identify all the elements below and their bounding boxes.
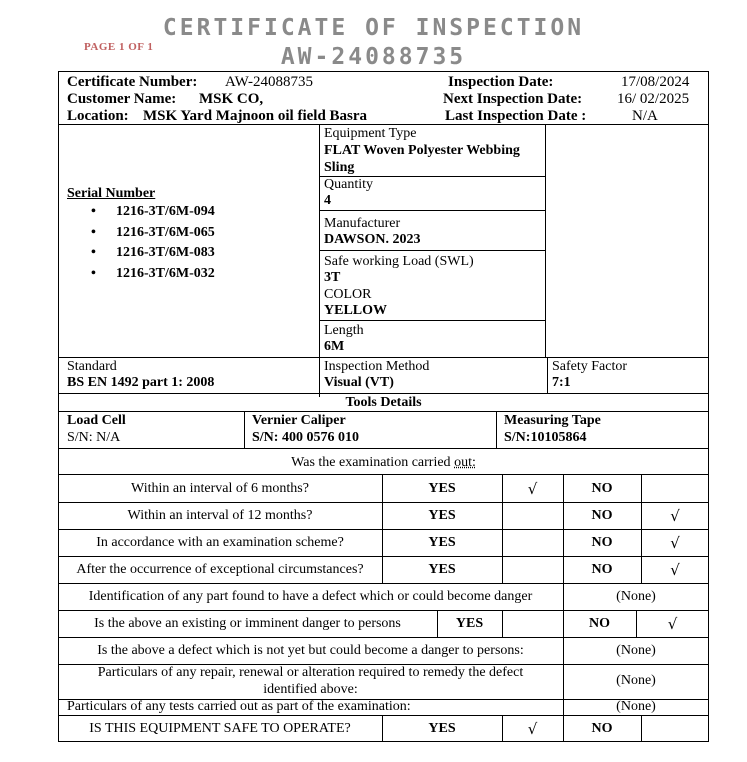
- tool-name: Vernier Caliper: [252, 413, 346, 428]
- yes-label: YES: [428, 562, 456, 577]
- check-mark-icon: √: [667, 615, 678, 633]
- potential-danger-question: Is the above a defect which is not yet but could become a danger to persons:: [97, 643, 524, 658]
- potential-danger-answer: (None): [616, 643, 656, 658]
- exam-question: Within an interval of 6 months?: [131, 481, 309, 496]
- location-value: MSK Yard Majnoon oil field Basra: [143, 108, 368, 124]
- no-label: NO: [591, 481, 613, 496]
- tools-heading: Tools Details: [345, 395, 422, 410]
- tool-serial: S/N: N/A: [67, 430, 121, 445]
- inspection-date-label: Inspection Date:: [448, 74, 554, 90]
- defect-answer: (None): [616, 589, 656, 604]
- repair-question: Particulars of any repair, renewal or alteration required to remedy the defect: [97, 665, 524, 680]
- length-label: Length: [324, 323, 364, 338]
- serial-number-item: • 1216-3T/6M-083: [91, 245, 215, 260]
- customer-name-value: MSK CO,: [199, 91, 264, 107]
- check-mark-icon: √: [670, 534, 680, 552]
- inspection-method-label: Inspection Method: [324, 359, 430, 374]
- equipment-type-value: FLAT Woven Polyester Webbing: [324, 143, 520, 158]
- next-inspection-date-label: Next Inspection Date:: [443, 91, 583, 107]
- standard-label: Standard: [67, 359, 117, 374]
- location-label: Location:: [67, 108, 129, 124]
- serial-number-list: [67, 202, 215, 284]
- exam-question: In accordance with an examination scheme?: [96, 535, 344, 550]
- safety-factor-value: 7:1: [552, 375, 571, 390]
- equipment-type-value-cont: Sling: [324, 160, 355, 175]
- last-inspection-date-label: Last Inspection Date :: [445, 108, 587, 124]
- yes-label: YES: [428, 508, 456, 523]
- safety-factor-label: Safety Factor: [552, 359, 628, 374]
- no-label: NO: [591, 562, 613, 577]
- manufacturer-value: DAWSON. 2023: [324, 232, 421, 247]
- check-mark-icon: √: [670, 561, 680, 579]
- exam-question: After the occurrence of exceptional circumstances?: [76, 562, 364, 577]
- swl-label: Safe working Load (SWL): [324, 254, 474, 269]
- yes-label: YES: [428, 535, 456, 550]
- tests-question: Particulars of any tests carried out as part of the examination:: [67, 699, 411, 714]
- standard-value: BS EN 1492 part 1: 2008: [67, 375, 215, 390]
- page-label: PAGE 1 OF 1: [84, 41, 154, 53]
- check-mark-icon: √: [527, 480, 538, 498]
- repair-answer: (None): [616, 673, 656, 688]
- no-label: NO: [591, 535, 613, 550]
- tool-serial: S/N:10105864: [504, 430, 587, 445]
- yes-label: YES: [455, 616, 484, 631]
- cert-number-label: Certificate Number:: [67, 74, 198, 90]
- next-inspection-date-value: 16/ 02/2025: [617, 91, 690, 107]
- examination-heading: Was the examination carried out:: [291, 455, 476, 470]
- manufacturer-label: Manufacturer: [324, 216, 401, 231]
- exam-question: Within an interval of 12 months?: [127, 508, 313, 523]
- defect-question: Identification of any part found to have a defect which or could become danger: [88, 589, 533, 604]
- certificate-title-number: AW-24088735: [280, 44, 467, 70]
- serial-number-item: • 1216-3T/6M-094: [91, 204, 215, 219]
- inspection-method-value: Visual (VT): [324, 375, 394, 390]
- danger-question: Is the above an existing or imminent danger to persons: [94, 616, 401, 631]
- quantity-label: Quantity: [324, 177, 373, 192]
- yes-label: YES: [428, 481, 456, 496]
- tool-name: Measuring Tape: [504, 413, 601, 428]
- cert-number-value: AW-24088735: [225, 74, 313, 90]
- customer-name-label: Customer Name:: [67, 91, 177, 107]
- tests-answer: (None): [616, 699, 656, 714]
- color-value: YELLOW: [324, 303, 388, 318]
- no-label: NO: [591, 508, 613, 523]
- check-mark-icon: √: [527, 720, 538, 738]
- no-label: NO: [589, 616, 610, 631]
- equipment-type-label: Equipment Type: [324, 126, 417, 141]
- color-label: COLOR: [324, 287, 372, 302]
- tool-serial: S/N: 400 0576 010: [252, 430, 359, 445]
- swl-value: 3T: [324, 270, 341, 285]
- certificate-title: CERTIFICATE OF INSPECTION: [162, 15, 585, 41]
- inspection-date-value: 17/08/2024: [621, 74, 690, 90]
- last-inspection-date-value: N/A: [632, 108, 658, 124]
- length-value: 6M: [324, 339, 345, 354]
- quantity-value: 4: [324, 193, 331, 208]
- check-mark-icon: √: [670, 507, 680, 525]
- repair-question-cont: identified above:: [263, 682, 358, 697]
- serial-number-item: • 1216-3T/6M-065: [91, 224, 215, 240]
- serial-number-item: • 1216-3T/6M-032: [91, 265, 215, 281]
- no-label: NO: [591, 721, 613, 736]
- tool-name: Load Cell: [67, 413, 126, 428]
- serial-number-label: Serial Number: [67, 186, 156, 201]
- safe-to-operate-question: IS THIS EQUIPMENT SAFE TO OPERATE?: [89, 721, 351, 736]
- yes-label: YES: [428, 721, 456, 736]
